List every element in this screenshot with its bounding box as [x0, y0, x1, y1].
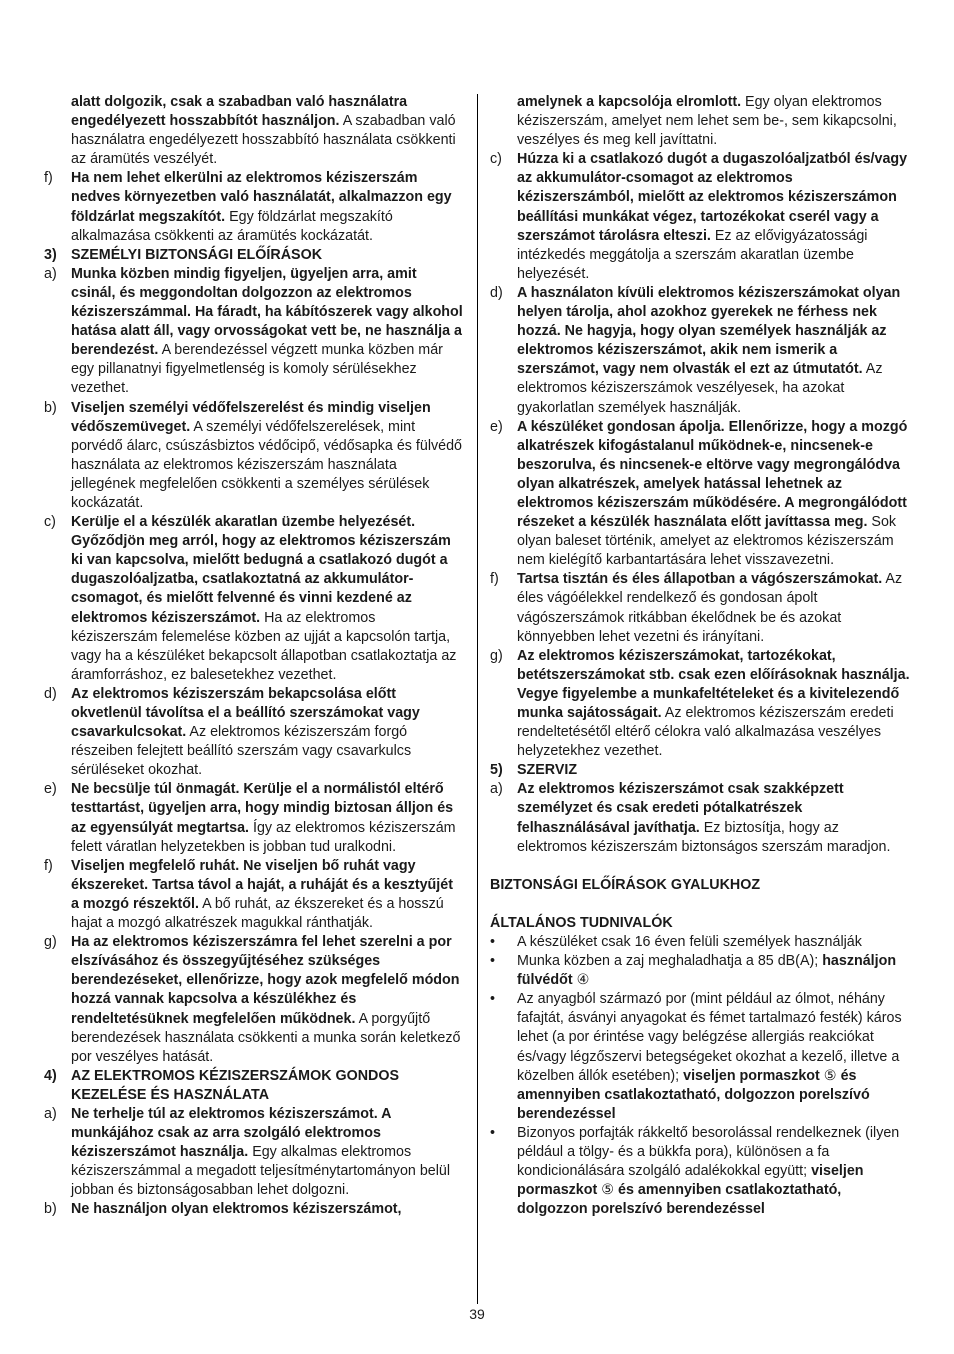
left-column	[44, 93, 464, 1220]
list-marker: e)	[490, 418, 503, 435]
section-heading	[44, 1067, 464, 1105]
regular-text: Az elektromos kéziszerszám eredeti rendeltetésétől eltérő célokra való alkalmazása veszélyes helyzetekhez vezethet.	[517, 705, 894, 760]
list-marker: 3)	[44, 246, 57, 263]
list-item	[44, 265, 464, 399]
regular-text: Az éles vágóélekkel rendelkező és gondosan ápolt vágószerszámok ritkábban ékelődnek be és azokat könnyebben lehet vezetni és irányítani.	[517, 571, 903, 645]
bold-text: AZ ELEKTROMOS KÉZISZERSZÁMOK GONDOS KEZELÉSE ÉS HASZNÁLATA	[71, 1067, 400, 1103]
list-item	[44, 399, 464, 514]
text-body	[490, 915, 673, 931]
list-marker: f)	[44, 857, 53, 874]
regular-text: Munka közben a zaj meghaladhatja a 85 dB(A);	[517, 953, 823, 970]
text-body	[71, 858, 453, 931]
bold-text: ÁLTALÁNOS TUDNIVALÓK	[490, 914, 673, 931]
bold-text: amelynek a kapcsolója elromlott.	[517, 94, 742, 110]
text-body	[71, 781, 456, 854]
list-item	[490, 780, 910, 856]
list-marker: f)	[44, 170, 53, 187]
bold-text: Viseljen megfelelő ruhát. Ne viseljen bő ruhát vagy ékszereket. Tartsa távol a haját, a ruháját és a kesztyűjét a mozgó részektől.	[71, 857, 453, 912]
list-marker: e)	[44, 781, 57, 798]
list-marker: d)	[44, 685, 57, 702]
list-marker: •	[490, 991, 496, 1008]
list-item	[44, 1200, 464, 1219]
bold-text: és amennyiben csatlakoztatható, dolgozzon porelszívó berendezéssel	[517, 1182, 842, 1218]
bullet-item	[490, 1124, 910, 1219]
list-item	[44, 780, 464, 856]
bold-text: BIZTONSÁGI ELŐÍRÁSOK GYALUKHOZ	[490, 876, 761, 893]
regular-text: Ez az elővigyázatossági intézkedés meggátolja a szerszám akaratlan üzembe helyezését.	[517, 227, 868, 282]
regular-text: Sok olyan baleset történik, amelyet az elektromos kéziszerszám nem kielégítő karbantartására lehet visszavezetni.	[517, 514, 897, 569]
list-marker: f)	[490, 571, 499, 588]
list-item	[490, 570, 910, 646]
list-marker: b)	[44, 399, 57, 416]
right-column	[490, 93, 910, 1219]
bold-text: Az elektromos kéziszerszám bekapcsolása előtt okvetlenül távolítsa el a beállító szerszámokat vagy csavarkulcsokat.	[71, 685, 420, 741]
text-body	[517, 1125, 899, 1217]
text-body	[71, 400, 462, 511]
bold-text: használjon fülvédőt	[517, 953, 897, 989]
list-marker: a)	[44, 1105, 57, 1122]
section-heading	[44, 246, 464, 265]
text-body	[71, 1201, 402, 1217]
list-marker: •	[490, 1124, 496, 1141]
text-body	[517, 151, 907, 282]
spacer	[490, 857, 910, 876]
text-body	[71, 266, 463, 397]
list-marker: a)	[490, 781, 503, 798]
text-body	[517, 419, 907, 569]
regular-text: ⑤	[819, 1067, 841, 1084]
list-marker: •	[490, 933, 496, 950]
bullet-item	[490, 990, 910, 1124]
list-item	[44, 169, 464, 245]
regular-text: Az elektromos kéziszerszám forgó részeiben felejtett beállító szerszám vagy csavarkulcs sérüléseket okozhat.	[71, 724, 412, 779]
text-body	[517, 781, 890, 854]
list-item	[44, 933, 464, 1067]
list-marker: •	[490, 953, 496, 970]
bold-text: Az elektromos kéziszerszámot csak szakképzett személyzet és csak eredeti pótalkatrészek felhasználásával javíthatja.	[517, 781, 844, 836]
bold-text: Ne használjon olyan elektromos kéziszerszámot,	[71, 1201, 402, 1218]
list-marker: a)	[44, 265, 57, 282]
bold-text: Ha nem lehet elkerülni az elektromos kéziszerszám nedves környezetben való használatát, alkalmazzon egy földzárlat megszakítót.	[71, 170, 452, 225]
spacer	[490, 895, 910, 914]
text-body	[517, 762, 577, 778]
regular-text: Bizonyos porfajták rákkeltő besorolással rendelkeznek (ilyen például a tölgy- és a bükkfa pora), különösen a fa kondicionálására szolgáló adalékokkal együtt;	[517, 1124, 900, 1180]
list-item	[490, 150, 910, 284]
regular-text: Az elektromos kéziszerszámok veszélyesek, ha azokat gyakorlatlan személyek használják.	[517, 361, 883, 416]
column-divider	[477, 94, 478, 1304]
bold-text: Tartsa tisztán és éles állapotban a vágószerszámokat.	[517, 571, 883, 588]
list-marker: 5)	[490, 762, 503, 779]
bold-text: SZERVIZ	[517, 762, 578, 779]
regular-text: A porgyűjtő berendezések használata csökkenti a munka során keletkező por veszélyes hatását.	[71, 1010, 461, 1065]
heading	[490, 914, 910, 933]
list-marker: c)	[490, 151, 502, 168]
bold-text: SZEMÉLYI BIZTONSÁGI ELŐÍRÁSOK	[71, 246, 323, 263]
regular-text: ⑤	[597, 1182, 619, 1199]
bold-text: A készüléket gondosan ápolja. Ellenőrizze, hogy a mozgó alkatrészek kifogástalanul működnek-e, nincsenek-e beszorulva, és nincsenek-e eltörve vagy megrongálódva olyan alkatrészek, amelyek hatással lehetnek az elektromos kéziszerszám működésére. A megrongálódott részeket a készülék használata előtt javíttassa meg.	[517, 418, 908, 531]
regular-text: A berendezéssel végzett munka közben már egy pillanatnyi figyelmetlenség is komoly sérülésekhez vezethet.	[71, 342, 443, 397]
bold-text: A használaton kívüli elektromos kéziszerszámokat olyan helyen tárolja, ahol azokhoz gyerekek ne férhess nek hozzá. Ne hagyja, hogy olyan személyek használják az elektromos kéziszerszámot, akik nem ismerik a szerszámot, vagy nem olvasták el ezt az útmutatót.	[517, 284, 901, 378]
list-marker: b)	[44, 1201, 57, 1218]
bold-text: Ne becsülje túl önmagát. Kerülje el a normálistól eltérő testtartást, ügyeljen arra, hogy mindig biztosan álljon és az egyensúlyát megtartsa.	[71, 781, 454, 836]
bullet-item	[490, 933, 910, 952]
text-body	[71, 94, 456, 167]
bold-text: Húzza ki a csatlakozó dugót a dugaszolóaljzatból és/vagy az akkumulátor-csomagot az elektromos kéziszerszámból, mielőtt az elektromos kéziszerszámon beállítási munkákat végez, tartozékokat cserél vagy a szerszámot tárolásra elteszi.	[517, 151, 908, 244]
regular-text: Egy földzárlat megszakító alkalmazása csökkenti az áramütés kockázatát.	[71, 208, 393, 244]
regular-text: Egy alkalmas elektromos kéziszerszámmal a megadott teljesítménytartományon belül jobban és biztonságosabban lehet dolgozni.	[71, 1144, 451, 1199]
regular-text: ④	[572, 972, 590, 989]
list-item	[44, 857, 464, 933]
section-heading	[490, 761, 910, 780]
list-marker: g)	[44, 934, 57, 951]
bold-text: és amennyiben csatlakoztatható, dolgozzon porelszívó berendezéssel	[517, 1067, 870, 1122]
text-body	[490, 877, 760, 893]
list-marker: c)	[44, 514, 56, 531]
regular-text: Így az elektromos kéziszerszám felett váratlan helyzetekben is jobban tud uralkodni.	[71, 819, 456, 855]
text-body	[517, 285, 900, 416]
list-item	[490, 647, 910, 762]
bold-text: Munka közben mindig figyeljen, ügyeljen arra, amit csinál, és meggondoltan dolgozzon az elektromos kéziszerszámmal. Ha fáradt, ha kábítószerek vagy alkohol hatása alatt áll, vagy orvosságokat vett be, ne használja a berendezést.	[71, 265, 463, 359]
text-body	[71, 686, 420, 778]
text-body	[517, 571, 902, 644]
list-item	[490, 418, 910, 571]
page-number: 39	[469, 1306, 485, 1322]
text-body	[71, 514, 456, 683]
text-body	[517, 953, 896, 988]
text-body	[517, 991, 902, 1122]
text-body	[71, 1068, 399, 1103]
regular-text: A személyi védőfelszerelések, mint porvédő álarc, csúszásbiztos védőcipő, védősapka és fülvédő használata az elektromos kéziszerszám használata jellegének megfelelően csökkenti a személyes sérülések kockázatát.	[71, 418, 463, 511]
list-marker: d)	[490, 284, 503, 301]
text-body	[71, 934, 460, 1065]
text-body	[517, 934, 862, 950]
regular-text: Egy olyan elektromos kéziszerszám, amelyet nem lehet sem be-, sem kikapcsolni, veszélyes és meg kell javíttatni.	[517, 94, 897, 149]
list-item	[490, 284, 910, 418]
regular-text: Ha az elektromos kéziszerszám felemelése közben az ujját a kapcsolón tartja, vagy ha a készüléket bekapcsolt állapotban csatlakoztatja az áramforráshoz, ez balesetekhez vezethet.	[71, 609, 457, 683]
bold-text: Viseljen személyi védőfelszerelést és mindig viseljen védőszemüveget.	[71, 399, 431, 435]
bold-text: Az elektromos kéziszerszámokat, tartozékokat, betétszerszámokat stb. csak ezen előírásoknak használja. Vegye figyelembe a munkafeltételeket és a kivitelezendő munka sajátosságait.	[517, 647, 910, 721]
list-item	[44, 513, 464, 685]
regular-text: A bő ruhát, az ékszereket és a hosszú hajat a mozgó alkatrészek magukkal ránthatják.	[71, 895, 444, 932]
list-marker: 4)	[44, 1067, 57, 1084]
heading	[490, 876, 910, 895]
regular-text: A szabadban való használatra engedélyezett hosszabbító használata csökkenti az áramütés veszélyét.	[71, 113, 456, 168]
bold-text: alatt dolgozik, csak a szabadban való használatra engedélyezett hosszabbítót használjon.	[71, 94, 408, 130]
text-body	[517, 94, 897, 148]
text-body	[71, 247, 322, 263]
bold-text: viseljen pormaszkot	[683, 1067, 820, 1084]
text-body	[71, 170, 452, 243]
bold-text: Ne terhelje túl az elektromos kéziszerszámot. A munkájához csak az arra szolgáló elektromos kéziszerszámot használja.	[71, 1105, 391, 1161]
list-item	[44, 1105, 464, 1200]
regular-text: Ez biztosítja, hogy az elektromos kéziszerszám biztonságos szerszám maradjon.	[517, 819, 891, 855]
list-item	[44, 685, 464, 780]
paragraph-continuation	[44, 93, 464, 169]
bullet-item	[490, 952, 910, 990]
text-body	[517, 648, 910, 759]
bold-text: viseljen pormaszkot	[517, 1163, 864, 1199]
paragraph-continuation	[490, 93, 910, 150]
list-marker: g)	[490, 647, 503, 664]
bold-text: Kerülje el a készülék akaratlan üzembe helyezését. Győződjön meg arról, hogy az elektromos kéziszerszám ki van kapcsolva, mielőtt bedugná a csatlakozó dugót a dugaszolóaljzatba, csatlakoztatná az akkumulátor-csomagot, és mielőtt felvenné és vinni kezdené az elektromos kéziszerszámot.	[71, 514, 451, 626]
regular-text: Az anyagból származó por (mint például az ólmot, néhány fafajtát, ásványi anyagokat és fémet tartalmazó festék) káros lehet (a por érintése vagy belégzése allergiás reakciókat és/vagy légzőszervi betegségeket okozhat a kezelő, illetve a közelben állók esetében);	[517, 991, 902, 1084]
text-body	[71, 1106, 450, 1198]
regular-text: A készüléket csak 16 éven felüli személyek használják	[517, 933, 862, 950]
bold-text: Ha az elektromos kéziszerszámra fel lehet szerelni a por elszívásához és összegyűjtéséhez szükséges berendezéseket, ellenőrizze, hogy azok megfelelő módon hozzá vannak kapcsolva a készülékhez és rendeltetésüknek megfelelően működnek.	[71, 934, 460, 1027]
